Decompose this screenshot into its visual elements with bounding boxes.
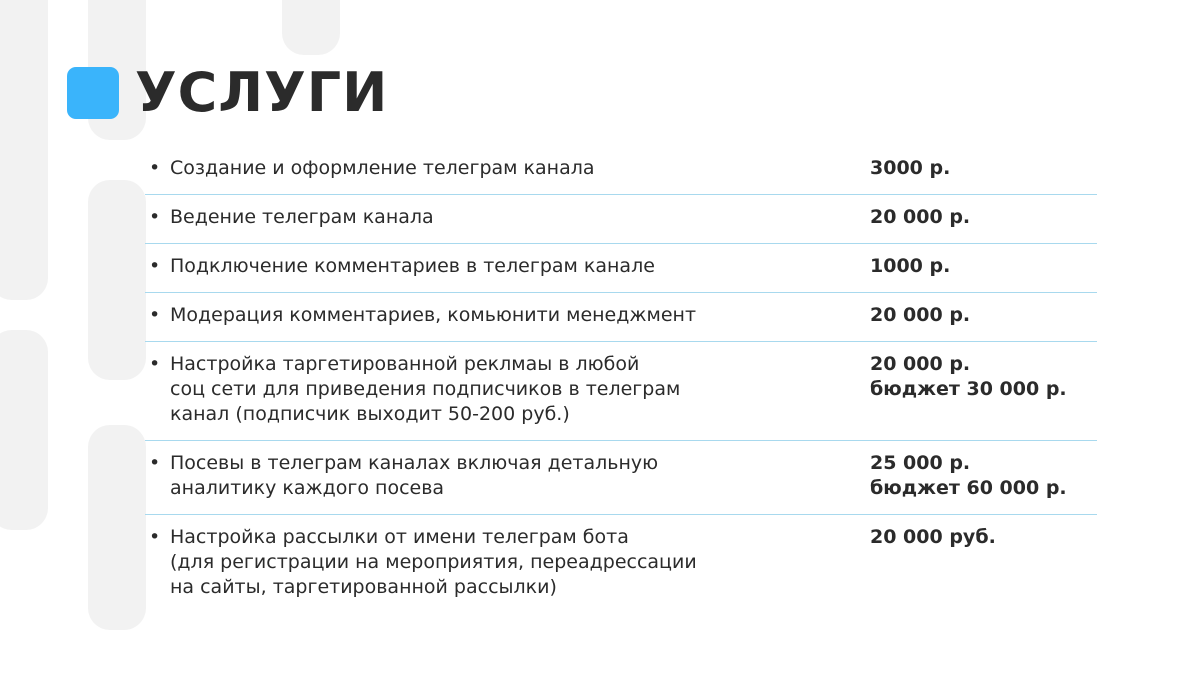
bullet: •: [149, 353, 161, 375]
service-name: Настройка рассылки от имени телеграм бота (для регистрации на мероприятия, переадрессации на сайты, таргетированной рассылки): [170, 526, 697, 598]
service-price: 20 000 р.: [870, 206, 971, 228]
service-row: [145, 146, 1097, 195]
service-price: 20 000 руб.: [870, 526, 996, 548]
service-price: 20 000 р.: [870, 304, 971, 326]
service-name: Посевы в телеграм каналах включая детальную аналитику каждого посева: [170, 452, 659, 499]
service-name: Настройка таргетированной реклмаы в любой соц сети для приведения подписчиков в телеграм канал (подписчик выходит 50-200 руб.): [170, 353, 681, 425]
service-row: [145, 195, 1097, 244]
bullet: •: [149, 526, 161, 548]
service-row: [145, 342, 1097, 441]
service-row: [145, 244, 1097, 293]
page-title: УСЛУГИ: [135, 61, 389, 124]
service-price: 20 000 р. бюджет 30 000 р.: [870, 353, 1067, 400]
bullet: •: [149, 452, 161, 474]
services-list: [145, 146, 1097, 613]
background-decor-bar: [0, 330, 48, 530]
service-row: [145, 293, 1097, 342]
service-row: [145, 441, 1097, 515]
service-name: Создание и оформление телеграм канала: [170, 157, 595, 179]
bullet: •: [149, 157, 161, 179]
service-name: Модерация комментариев, комьюнити менеджмент: [170, 304, 697, 326]
background-decor-bar: [0, 0, 48, 300]
service-name: Ведение телеграм канала: [170, 206, 434, 228]
service-name: Подключение комментариев в телеграм канале: [170, 255, 655, 277]
title-accent-square: [67, 67, 119, 119]
bullet: •: [149, 255, 161, 277]
service-price: 1000 р.: [870, 255, 951, 277]
background-decor-bar: [88, 180, 146, 380]
service-row: [145, 515, 1097, 613]
bullet: •: [149, 304, 161, 326]
bullet: •: [149, 206, 161, 228]
service-price: 3000 р.: [870, 157, 951, 179]
service-price: 25 000 р. бюджет 60 000 р.: [870, 452, 1067, 499]
background-decor-bar: [88, 425, 146, 630]
background-decor-bar: [282, 0, 340, 55]
